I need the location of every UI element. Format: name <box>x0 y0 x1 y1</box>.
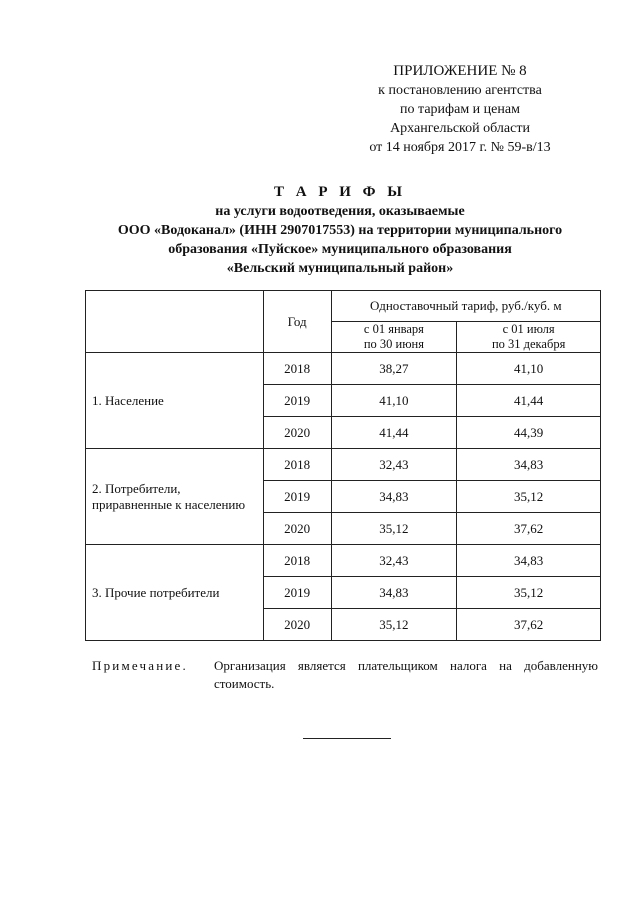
year-header: Год <box>263 291 331 353</box>
closing-rule <box>303 738 391 739</box>
tariff-second-half-cell: 35,12 <box>457 481 601 513</box>
heading-line: ООО «Водоканал» (ИНН 2907017553) на территории муниципального <box>117 223 563 238</box>
year-cell: 2020 <box>263 417 331 449</box>
tariff-first-half-cell: 32,43 <box>331 545 457 577</box>
appendix-title: ПРИЛОЖЕНИЕ № 8 <box>393 63 527 79</box>
tariff-second-half-cell: 41,10 <box>457 353 601 385</box>
tariff-second-half-cell: 41,44 <box>457 385 601 417</box>
note-text-line: Организация является плательщиком налога на добавленную <box>214 658 598 673</box>
table-row <box>86 449 601 481</box>
year-cell: 2020 <box>263 609 331 641</box>
table-row <box>86 353 601 385</box>
tariff-first-half-cell: 41,44 <box>331 417 457 449</box>
appendix-line: по тарифам и ценам <box>400 102 520 117</box>
tariff-second-half-cell: 34,83 <box>457 545 601 577</box>
tariff-second-half-cell: 34,83 <box>457 449 601 481</box>
year-cell: 2019 <box>263 577 331 609</box>
tariff-first-half-cell: 35,12 <box>331 513 457 545</box>
year-cell: 2019 <box>263 385 331 417</box>
heading-line: на услуги водоотведения, оказываемые <box>215 204 465 219</box>
appendix-line: Архангельской области <box>390 121 530 136</box>
table-header-row <box>86 291 601 322</box>
document-heading <box>60 183 620 278</box>
heading-title: Т А Р И Ф Ы <box>273 184 407 200</box>
table-row <box>86 545 601 577</box>
heading-line: образования «Пуйское» муниципального образования <box>168 242 512 257</box>
tariff-first-half-cell: 38,27 <box>331 353 457 385</box>
year-cell: 2019 <box>263 481 331 513</box>
period-header-first-half: с 01 января по 30 июня <box>331 322 457 353</box>
year-cell: 2018 <box>263 545 331 577</box>
tariff-second-half-cell: 44,39 <box>457 417 601 449</box>
note-block <box>92 657 602 693</box>
heading-line: «Вельский муниципальный район» <box>226 261 454 276</box>
note-text-line: стоимость. <box>214 676 275 691</box>
tariff-first-half-cell: 32,43 <box>331 449 457 481</box>
year-cell: 2018 <box>263 449 331 481</box>
tariff-first-half-cell: 35,12 <box>331 609 457 641</box>
year-cell: 2020 <box>263 513 331 545</box>
appendix-line: от 14 ноября 2017 г. № 59-в/13 <box>369 140 551 155</box>
note-text <box>214 657 598 693</box>
tariff-header: Одноставочный тариф, руб./куб. м <box>331 291 600 322</box>
note-label: Примечание. <box>92 658 188 673</box>
period-header-second-half: с 01 июля по 31 декабря <box>457 322 601 353</box>
tariff-first-half-cell: 34,83 <box>331 577 457 609</box>
category-header <box>86 291 264 353</box>
tariff-table <box>85 290 601 641</box>
tariff-second-half-cell: 37,62 <box>457 513 601 545</box>
category-cell: 2. Потребители, приравненные к населению <box>86 449 264 545</box>
category-cell: 3. Прочие потребители <box>86 545 264 641</box>
tariff-second-half-cell: 35,12 <box>457 577 601 609</box>
tariff-first-half-cell: 41,10 <box>331 385 457 417</box>
tariff-first-half-cell: 34,83 <box>331 481 457 513</box>
category-cell: 1. Население <box>86 353 264 449</box>
appendix-block <box>340 62 580 157</box>
appendix-line: к постановлению агентства <box>378 83 542 98</box>
tariff-second-half-cell: 37,62 <box>457 609 601 641</box>
year-cell: 2018 <box>263 353 331 385</box>
